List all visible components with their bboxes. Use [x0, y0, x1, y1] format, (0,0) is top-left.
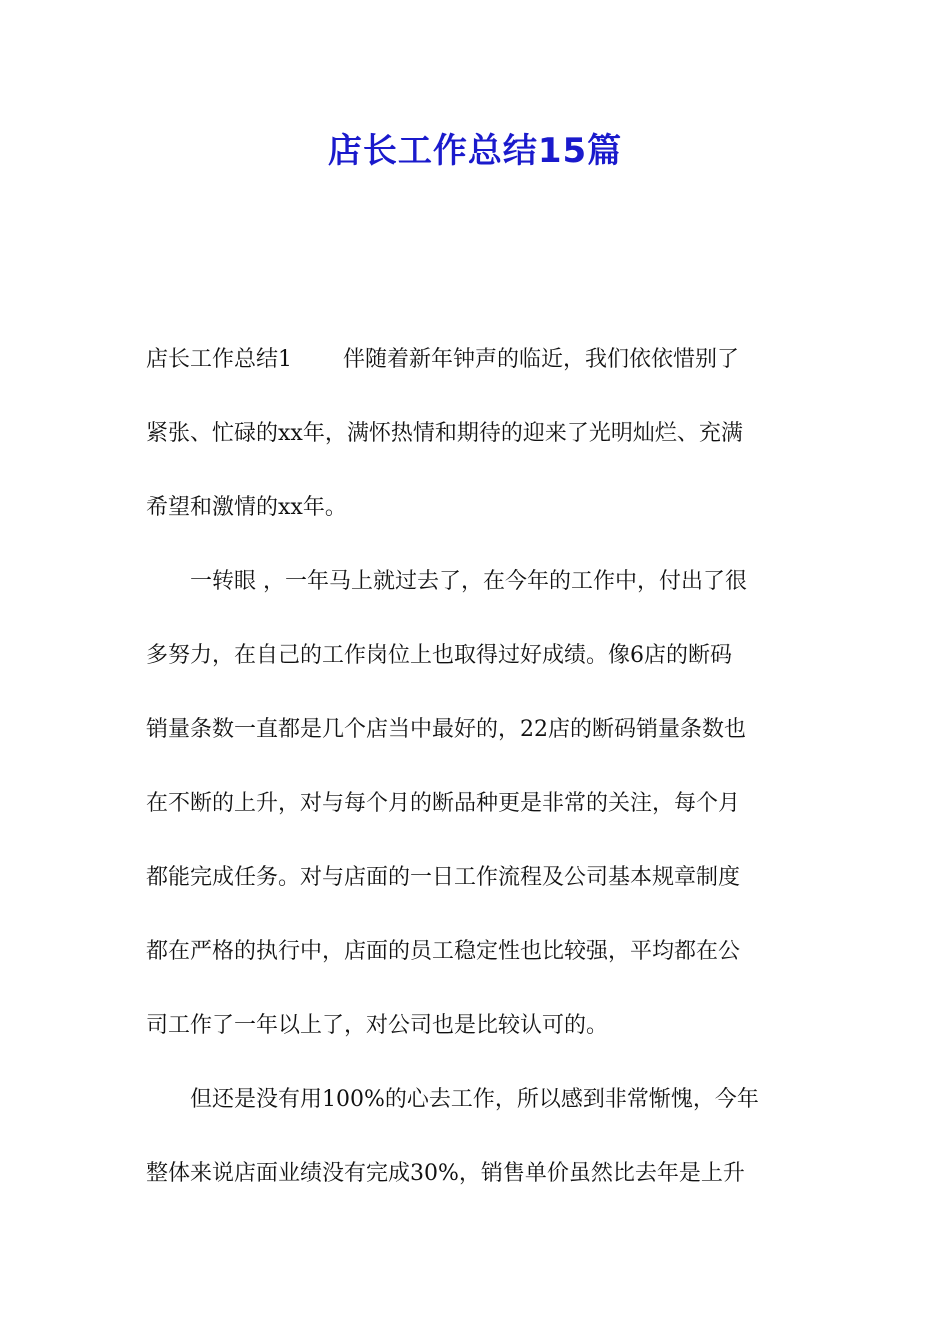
text-line: 在不断的上升，对与每个月的断品种更是非常的关注，每个月: [146, 791, 741, 816]
text-line: 销量条数一直都是几个店当中最好的，22店的断码销量条数也: [146, 717, 746, 742]
text-line: 都能完成任务。对与店面的一日工作流程及公司基本规章制度: [146, 865, 741, 890]
document-title: 店长工作总结15篇: [327, 131, 623, 171]
text-line: 店长工作总结1 伴随着新年钟声的临近，我们依依惜别了: [146, 347, 739, 372]
text-line: 都在严格的执行中，店面的员工稳定性也比较强，平均都在公: [146, 939, 741, 964]
text-line: 但还是没有用100%的心去工作，所以感到非常惭愧，今年: [146, 1087, 759, 1112]
text-line: 一转眼 ，一年马上就过去了，在今年的工作中，付出了很: [146, 569, 747, 594]
text-line: 整体来说店面业绩没有完成30%，销售单价虽然比去年是上升: [146, 1161, 745, 1186]
text-line: 多努力，在自己的工作岗位上也取得过好成绩。像6店的断码: [146, 643, 732, 668]
text-line: 司工作了一年以上了，对公司也是比较认可的。: [146, 1013, 609, 1038]
document-body: [146, 336, 806, 1224]
text-line: 希望和激情的xx年。: [146, 495, 347, 520]
text-line: 紧张、忙碌的xx年，满怀热情和期待的迎来了光明灿烂、充满: [146, 421, 743, 446]
